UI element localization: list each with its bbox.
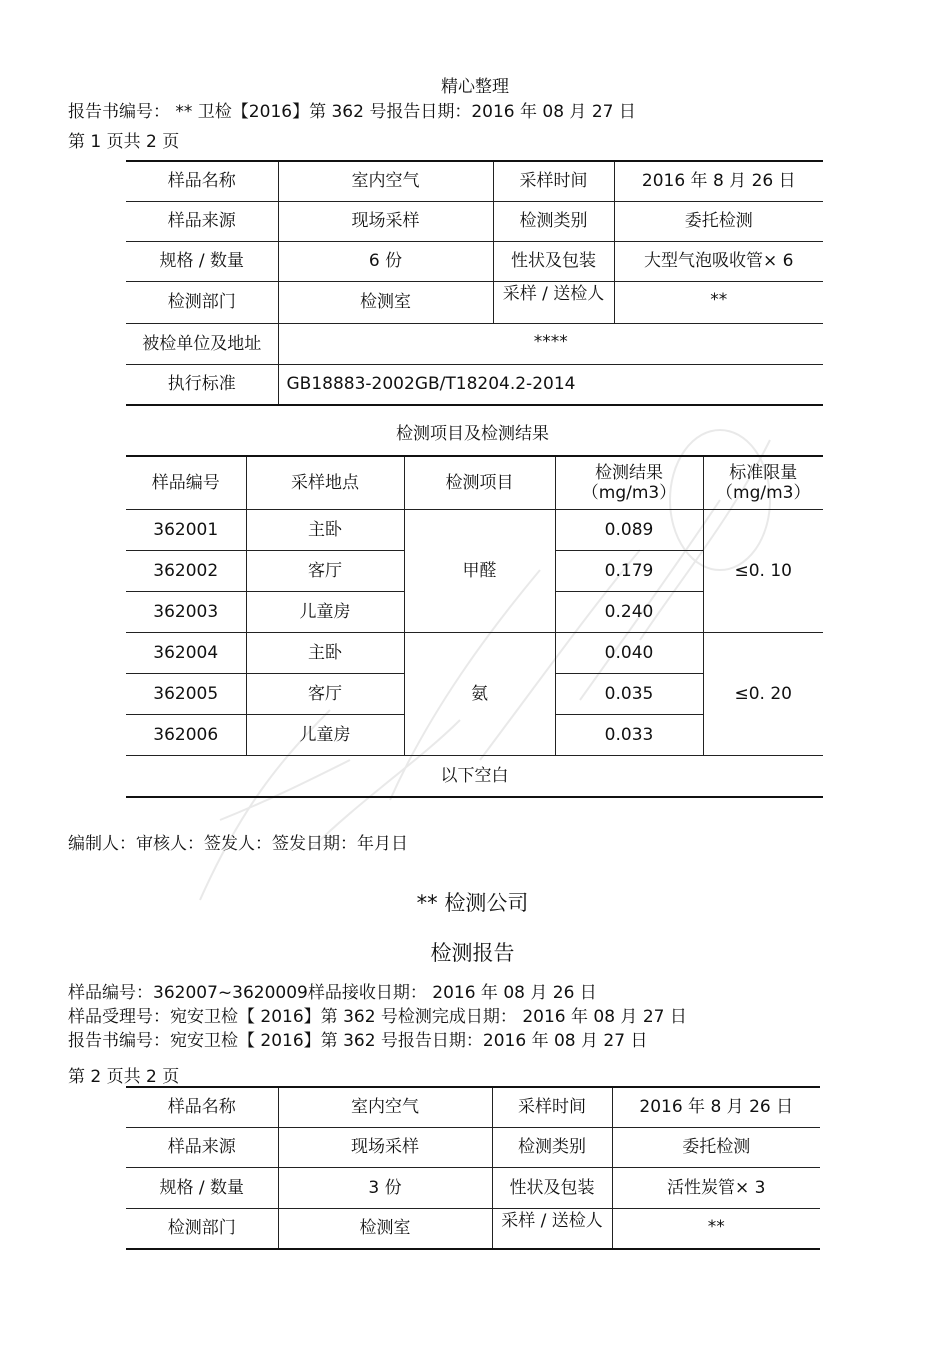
label-spec-quantity: 规格 / 数量 (126, 241, 278, 281)
info-row (126, 323, 823, 364)
value-sample-name: 室内空气 (278, 161, 493, 201)
info-row (126, 1127, 820, 1167)
value-standard: GB18883-2002GB/T18204.2-2014 (278, 364, 823, 405)
value-sample-name: 室内空气 (278, 1087, 492, 1127)
info-row (126, 201, 823, 241)
page-number-line-2: 第 2 页共 2 页 (68, 1067, 180, 1087)
value-sampling-time: 2016 年 8 月 26 日 (614, 161, 823, 201)
header-result-label: 检测结果 (595, 462, 663, 483)
header-sample-no: 样品编号 (126, 456, 246, 509)
results-table (126, 455, 823, 798)
sample-no: 362002 (126, 550, 246, 591)
test-item-ammonia: 氨 (404, 632, 555, 755)
header-limit-unit: （mg/m3） (716, 482, 811, 503)
label-sample-source: 样品来源 (126, 201, 278, 241)
value-test-category: 委托检测 (614, 201, 823, 241)
sample-location: 儿童房 (246, 591, 404, 632)
value-packaging: 活性炭管× 3 (612, 1167, 820, 1208)
header-limit (703, 456, 823, 509)
sample-no: 362001 (126, 509, 246, 550)
section-title: 检测项目及检测结果 (396, 424, 549, 444)
header-result (555, 456, 703, 509)
company-name: ** 检测公司 (416, 891, 529, 915)
blank-note-row (126, 755, 823, 797)
label-packaging: 性状及包装 (492, 1167, 612, 1208)
label-sampling-time: 采样时间 (492, 1087, 612, 1127)
test-item-formaldehyde: 甲醛 (404, 509, 555, 632)
table-row (126, 509, 823, 550)
sample-location: 主卧 (246, 509, 404, 550)
info-row (126, 1208, 820, 1249)
header-limit-label: 标准限量 (729, 462, 798, 483)
value-test-category: 委托检测 (612, 1127, 820, 1167)
info-row (126, 1087, 820, 1127)
table-row (126, 632, 823, 673)
result-value: 0.179 (555, 550, 703, 591)
result-value: 0.240 (555, 591, 703, 632)
label-test-category: 检测类别 (493, 201, 614, 241)
limit-formaldehyde: ≤0. 10 (703, 509, 823, 632)
info-row (126, 281, 823, 323)
label-sample-name: 样品名称 (126, 1087, 278, 1127)
label-test-category: 检测类别 (492, 1127, 612, 1167)
label-standard: 执行标准 (126, 364, 278, 405)
sample-no: 362006 (126, 714, 246, 755)
sample-number-line: 样品编号：362007~3620009样品接收日期： 2016 年 08 月 26 日 (68, 983, 597, 1003)
info-row (126, 241, 823, 281)
page-header-title: 精心整理 (441, 77, 509, 97)
result-value: 0.089 (555, 509, 703, 550)
value-sample-source: 现场采样 (278, 1127, 492, 1167)
results-header-row (126, 456, 823, 509)
value-spec-quantity: 3 份 (278, 1167, 492, 1208)
sample-location: 客厅 (246, 673, 404, 714)
value-inspected-unit: **** (278, 323, 823, 364)
sample-info-table-2 (126, 1086, 820, 1250)
label-sample-name: 样品名称 (126, 161, 278, 201)
label-test-dept: 检测部门 (126, 281, 278, 323)
sample-info-table (126, 160, 823, 406)
result-value: 0.035 (555, 673, 703, 714)
value-sampler: ** (614, 281, 823, 323)
label-sampler: 采样 / 送检人 (492, 1208, 612, 1249)
sample-location: 客厅 (246, 550, 404, 591)
info-row (126, 1167, 820, 1208)
value-packaging: 大型气泡吸收管× 6 (614, 241, 823, 281)
info-row (126, 161, 823, 201)
value-sampling-time: 2016 年 8 月 26 日 (612, 1087, 820, 1127)
label-packaging: 性状及包装 (493, 241, 614, 281)
label-sampler: 采样 / 送检人 (493, 281, 614, 323)
value-test-dept: 检测室 (278, 281, 493, 323)
sample-no: 362004 (126, 632, 246, 673)
sample-no: 362003 (126, 591, 246, 632)
blank-note: 以下空白 (126, 755, 823, 797)
value-sampler: ** (612, 1208, 820, 1249)
limit-ammonia: ≤0. 20 (703, 632, 823, 755)
label-inspected-unit: 被检单位及地址 (126, 323, 278, 364)
sample-location: 主卧 (246, 632, 404, 673)
result-value: 0.040 (555, 632, 703, 673)
header-location: 采样地点 (246, 456, 404, 509)
sample-location: 儿童房 (246, 714, 404, 755)
label-test-dept: 检测部门 (126, 1208, 278, 1249)
sample-no: 362005 (126, 673, 246, 714)
report-title: 检测报告 (430, 941, 515, 965)
label-spec-quantity: 规格 / 数量 (126, 1167, 278, 1208)
header-item: 检测项目 (404, 456, 555, 509)
value-sample-source: 现场采样 (278, 201, 493, 241)
acceptance-number-line: 样品受理号：宛安卫检【 2016】第 362 号检测完成日期： 2016 年 08 月 27 日 (68, 1007, 687, 1027)
result-value: 0.033 (555, 714, 703, 755)
page-number-line: 第 1 页共 2 页 (68, 132, 180, 152)
label-sampling-time: 采样时间 (493, 161, 614, 201)
value-spec-quantity: 6 份 (278, 241, 493, 281)
report-number-line-2: 报告书编号：宛安卫检【 2016】第 362 号报告日期：2016 年 08 月 27 日 (68, 1031, 648, 1051)
header-result-unit: （mg/m3） (581, 482, 677, 503)
value-test-dept: 检测室 (278, 1208, 492, 1249)
report-number-line: 报告书编号： ** 卫检【2016】第 362 号报告日期：2016 年 08 月 27 日 (68, 102, 636, 122)
signature-line: 编制人：审核人：签发人：签发日期：年月日 (68, 834, 408, 854)
label-sample-source: 样品来源 (126, 1127, 278, 1167)
info-row (126, 364, 823, 405)
